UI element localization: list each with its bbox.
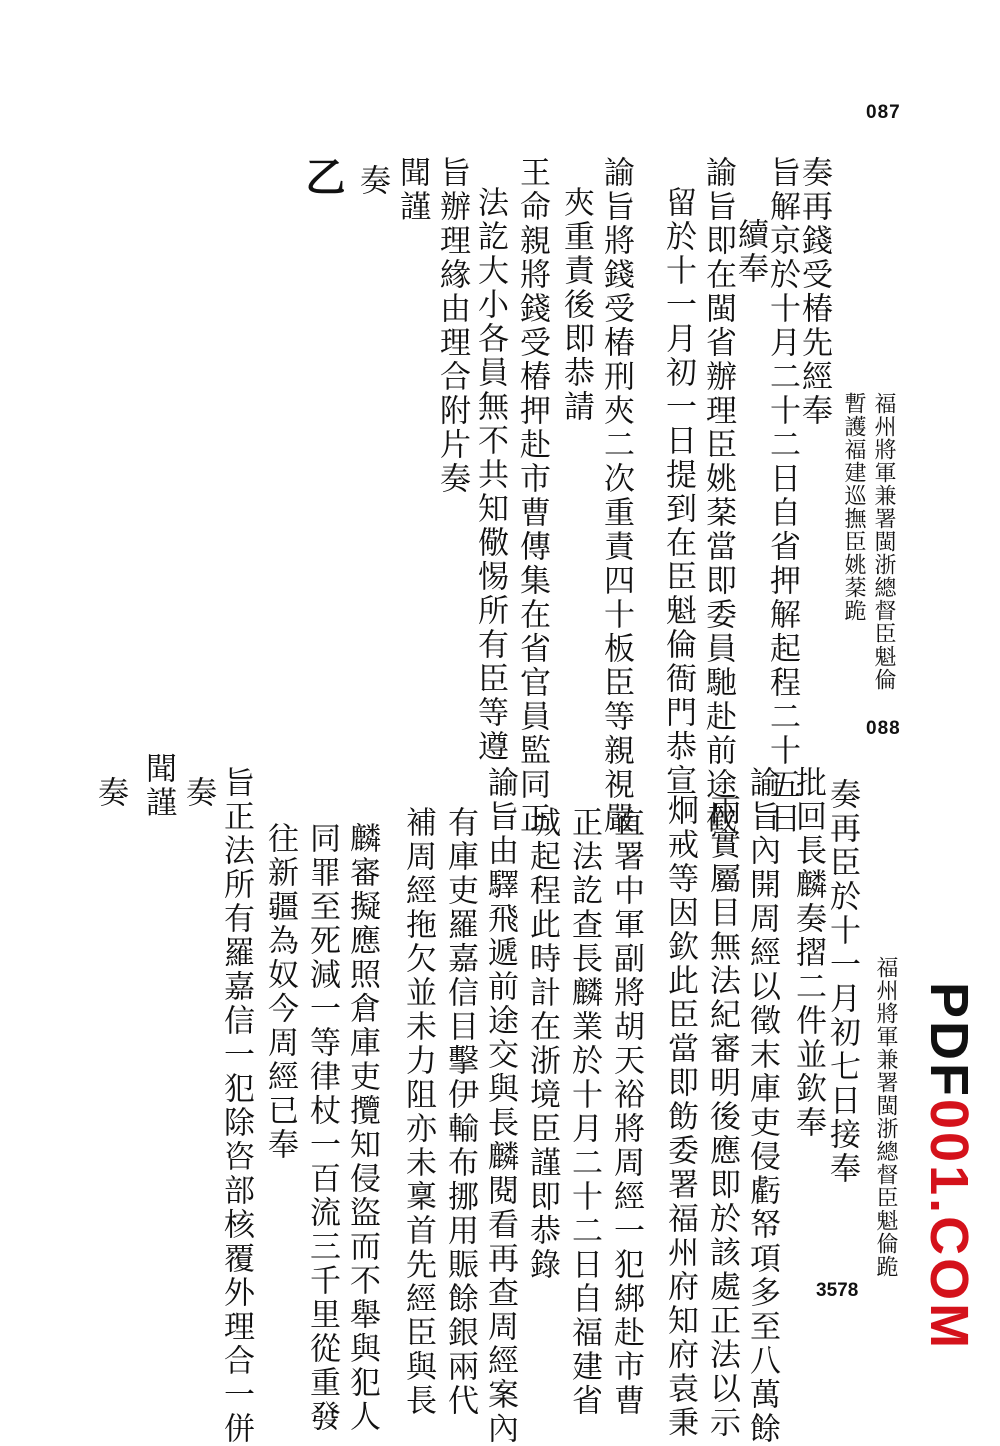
footer-page-number: 3578 bbox=[816, 1280, 859, 1301]
text-column: 兩實屬目無法紀審明後應即於該處正法以示 bbox=[704, 794, 740, 1440]
text-column: 直署中軍副將胡天裕將周經一犯綁赴市曹 bbox=[608, 806, 644, 1418]
text-column: 諭旨將錢受椿刑夾二次重責四十板臣等親視嚴 bbox=[598, 156, 634, 836]
author-line: 福州將軍兼署閩浙總督臣魁倫 bbox=[871, 392, 896, 691]
text-column: 奏再錢受椿先經奉 bbox=[796, 156, 832, 428]
author-line: 暫護福建巡撫臣姚棻跪 bbox=[841, 392, 866, 622]
text-column: 旨正法所有羅嘉信一犯除咨部核覆外理合一併 bbox=[218, 766, 254, 1446]
text-column: 續奉 bbox=[732, 218, 768, 286]
text-column: 批回長麟奏摺二件並欽奉 bbox=[790, 766, 826, 1140]
text-column: 麟審擬應照倉庫吏攬知侵盜而不舉與犯人 bbox=[344, 822, 380, 1434]
text-column: 正法訖查長麟業於十月二十二日自福建省 bbox=[566, 806, 602, 1418]
text-column: 同罪至死減一等律杖一百流三千里從重發 bbox=[304, 822, 340, 1434]
text-column: 奏 bbox=[180, 776, 216, 810]
text-column: 法訖大小各員無不共知儆惕所有臣等遵 bbox=[472, 186, 508, 764]
text-column: 奏 bbox=[354, 164, 390, 198]
text-column: 諭旨內開周經以徵末庫吏侵虧帑項多至八萬餘 bbox=[744, 766, 780, 1446]
page-number-088: 088 bbox=[866, 718, 901, 739]
text-column: 諭旨即在閩省辦理臣姚棻當即委員馳赴前途截 bbox=[700, 156, 736, 836]
watermark-prefix: PDF bbox=[919, 982, 979, 1099]
text-column: 奏 bbox=[92, 776, 128, 810]
watermark bbox=[918, 982, 980, 1351]
text-column: 奏再臣於十一月初七日接奉 bbox=[824, 778, 860, 1186]
author-line: 福州將軍兼署閩浙總督臣魁倫跪 bbox=[873, 956, 898, 1278]
page-number-087: 087 bbox=[866, 102, 901, 123]
text-column: 王命親將錢受椿押赴市曹傳集在省官員監同正 bbox=[514, 156, 550, 836]
text-column: 聞謹 bbox=[140, 752, 176, 820]
text-column: 補周經拖欠並未力阻亦未稟首先經臣與長 bbox=[400, 806, 436, 1418]
text-column: 旨辦理緣由理合附片奏 bbox=[434, 156, 470, 496]
text-column: 炯戒等因欽此臣當即飭委署福州府知府袁秉 bbox=[662, 794, 698, 1440]
text-column: 夾重責後即恭請 bbox=[558, 186, 594, 424]
imperial-rescript-mark: 乙 bbox=[299, 156, 346, 200]
watermark-suffix: 001.COM bbox=[919, 1099, 979, 1352]
text-column: 聞謹 bbox=[394, 156, 430, 224]
text-column: 旨解京於十月二十二日自省押解起程二十五日 bbox=[764, 156, 800, 836]
text-column: 往新疆為奴今周經已奉 bbox=[262, 822, 298, 1162]
text-column: 有庫吏羅嘉信目擊伊輸布挪用賑餘銀兩代 bbox=[442, 806, 478, 1418]
text-column: 城起程此時計在浙境臣謹即恭錄 bbox=[524, 806, 560, 1282]
text-column: 諭旨由驛飛遞前途交與長麟閱看再查周經案內 bbox=[482, 766, 518, 1446]
text-column: 留於十一月初一日提到在臣魁倫衙門恭宣 bbox=[660, 186, 696, 798]
